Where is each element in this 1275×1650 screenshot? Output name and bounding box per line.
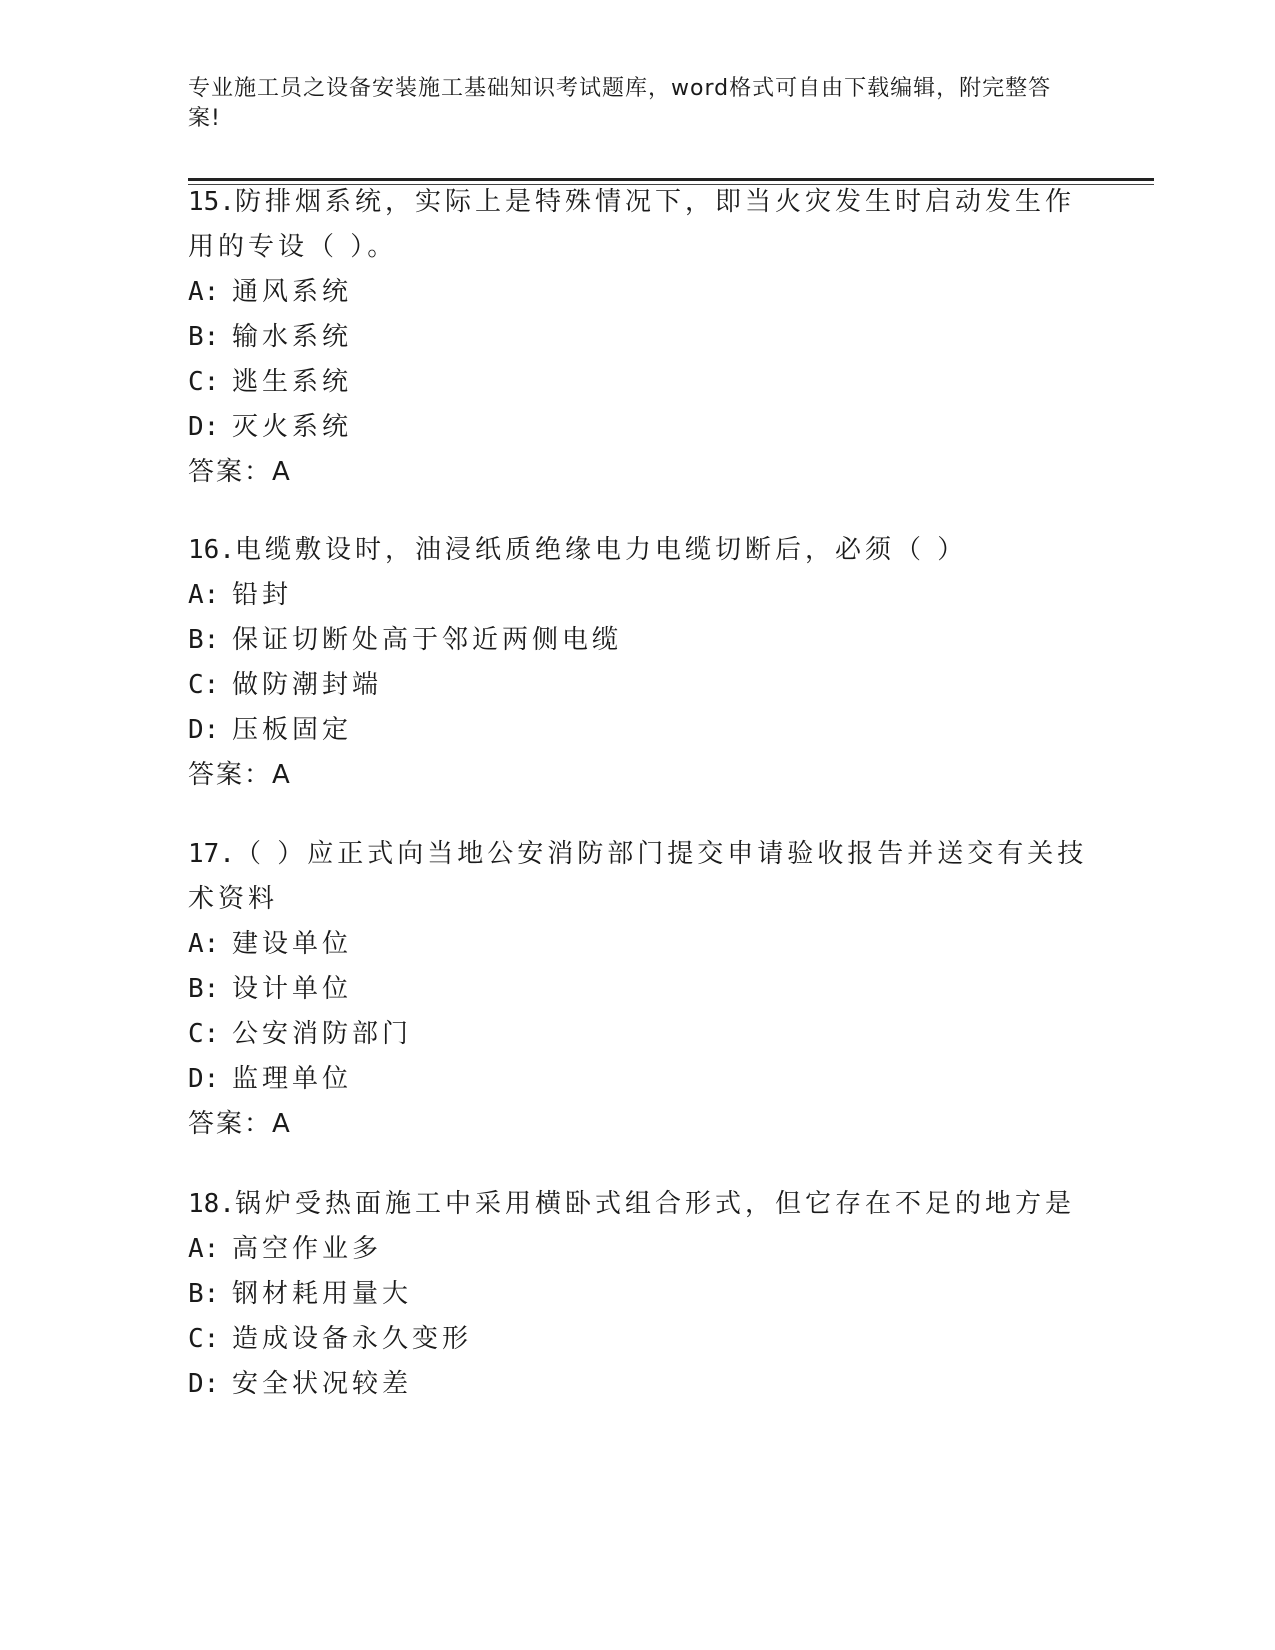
option-text: 铅封 <box>232 580 293 610</box>
option-key: B: <box>188 625 220 655</box>
option-text: 安全状况较差 <box>232 1369 413 1399</box>
question-stem <box>188 832 1088 922</box>
option-key: A: <box>188 580 220 610</box>
question-16 <box>188 528 1088 798</box>
option-text: 钢材耗用量大 <box>232 1279 413 1309</box>
option-key: D: <box>188 1369 220 1399</box>
option-a <box>188 270 1088 315</box>
option-d <box>188 1362 1088 1407</box>
option-d <box>188 1057 1088 1102</box>
option-d <box>188 405 1088 450</box>
question-text: 电缆敷设时，油浸纸质绝缘电力电缆切断后，必须（ ） <box>234 535 968 565</box>
option-key: D: <box>188 412 220 442</box>
question-stem <box>188 1182 1088 1227</box>
question-15 <box>188 180 1088 495</box>
document-header: 专业施工员之设备安装施工基础知识考试题库，word格式可自由下载编辑，附完整答案! <box>188 76 1052 131</box>
question-stem <box>188 180 1088 270</box>
option-key: A: <box>188 1234 220 1264</box>
option-key: B: <box>188 974 220 1004</box>
question-number: 18. <box>188 1189 235 1219</box>
option-text: 高空作业多 <box>232 1234 383 1264</box>
option-text: 输水系统 <box>232 322 353 352</box>
option-text: 设计单位 <box>232 974 353 1004</box>
option-a <box>188 922 1088 967</box>
question-number: 16. <box>188 535 235 565</box>
option-key: C: <box>188 1019 220 1049</box>
option-text: 逃生系统 <box>232 367 353 397</box>
option-c <box>188 360 1088 405</box>
option-key: C: <box>188 1324 220 1354</box>
option-key: B: <box>188 1279 220 1309</box>
option-key: D: <box>188 715 220 745</box>
option-text: 保证切断处高于邻近两侧电缆 <box>232 625 623 655</box>
question-number: 17. <box>188 839 235 869</box>
question-text: （ ）应正式向当地公安消防部门提交申请验收报告并送交有关技术资料 <box>188 839 1088 914</box>
option-text: 做防潮封端 <box>232 670 383 700</box>
option-b <box>188 618 1088 663</box>
answer: 答案：A <box>188 457 292 487</box>
option-key: D: <box>188 1064 220 1094</box>
option-c <box>188 1317 1088 1362</box>
option-c <box>188 1012 1088 1057</box>
answer: 答案：A <box>188 760 292 790</box>
answer: 答案：A <box>188 1109 292 1139</box>
option-key: A: <box>188 929 220 959</box>
option-a <box>188 1227 1088 1272</box>
option-key: C: <box>188 670 220 700</box>
question-text: 防排烟系统，实际上是特殊情况下，即当火灾发生时启动发生作用的专设（ ）。 <box>188 187 1075 262</box>
option-text: 压板固定 <box>232 715 353 745</box>
option-text: 建设单位 <box>232 929 353 959</box>
question-stem <box>188 528 1088 573</box>
question-17 <box>188 832 1088 1147</box>
option-b <box>188 315 1088 360</box>
option-text: 灭火系统 <box>232 412 353 442</box>
option-b <box>188 967 1088 1012</box>
question-18 <box>188 1182 1088 1407</box>
option-c <box>188 663 1088 708</box>
option-text: 通风系统 <box>232 277 353 307</box>
option-b <box>188 1272 1088 1317</box>
option-a <box>188 573 1088 618</box>
question-number: 15. <box>188 187 235 217</box>
option-key: B: <box>188 322 220 352</box>
question-text: 锅炉受热面施工中采用横卧式组合形式，但它存在不足的地方是 <box>234 1189 1075 1219</box>
option-text: 监理单位 <box>232 1064 353 1094</box>
option-key: A: <box>188 277 220 307</box>
option-key: C: <box>188 367 220 397</box>
option-text: 造成设备永久变形 <box>232 1324 473 1354</box>
option-text: 公安消防部门 <box>232 1019 413 1049</box>
option-d <box>188 708 1088 753</box>
